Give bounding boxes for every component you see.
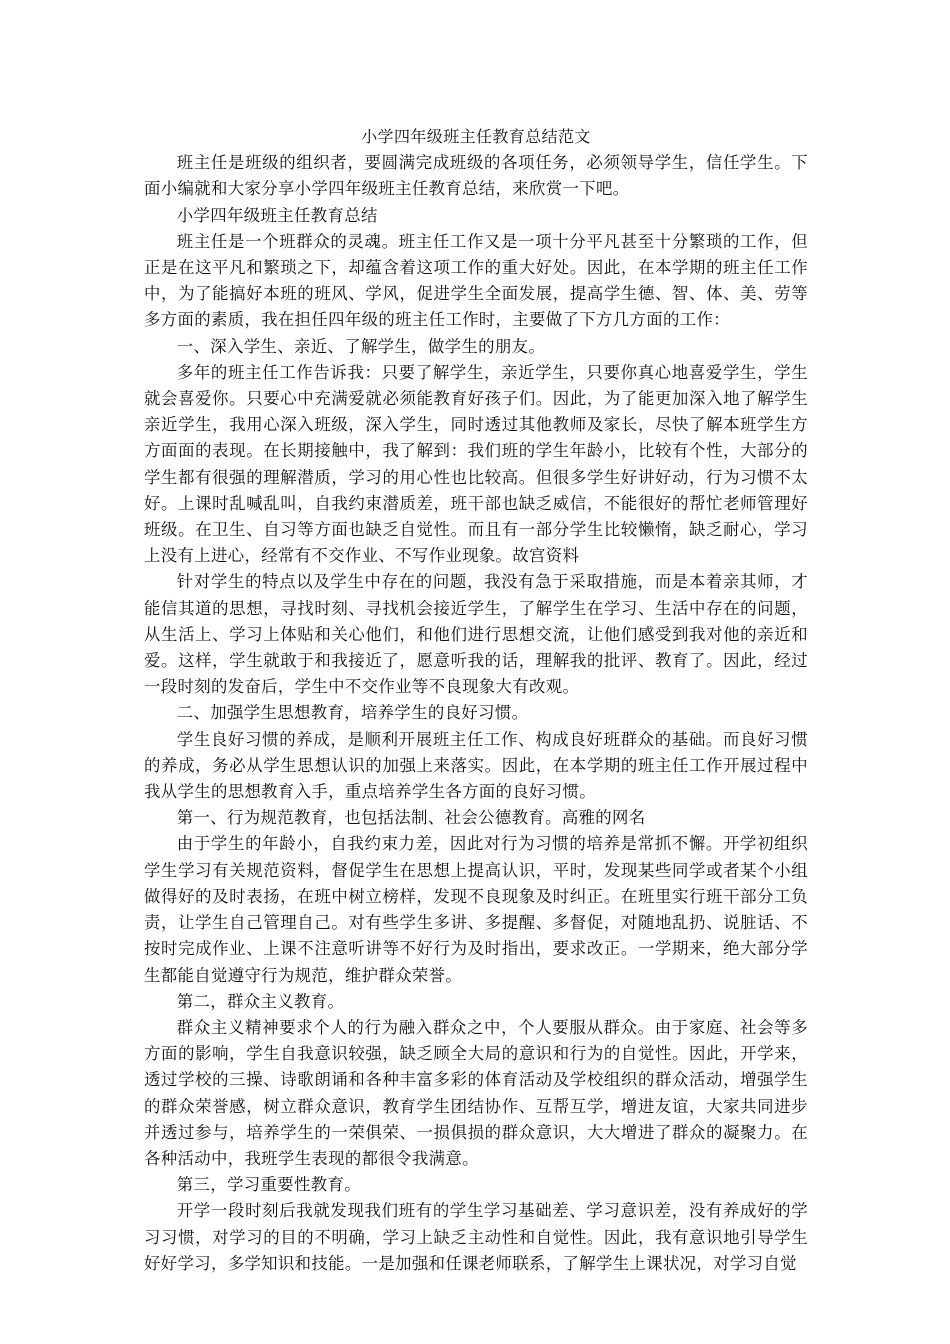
paragraph: 开学一段时刻后我就发现我们班有的学生学习基础差、学习意识差，没有养成好的学习习惯，对学习的目的不明确，学习上缺乏主动性和自觉性。因此，我有意识地引导学生好好学习，多学知识和技能。一是加强和任课老师联系，了解学生上课状况，对学习自觉 (144, 1201, 808, 1273)
section-heading: 一、深入学生、亲近、了解学生，做学生的朋友。 (176, 336, 546, 356)
section-heading: 二、加强学生思想教育，培养学生的良好习惯。 (176, 703, 529, 723)
paragraph: 群众主义精神要求个人的行为融入群众之中，个人要服从群众。由于家庭、社会等多方面的影响，学生自我意识较强，缺乏顾全大局的意识和行为的自觉性。因此，开学来，透过学校的三操、诗歌朗诵和各种丰富多彩的体育活动及学校组织的群众活动，增强学生的群众荣誉感，树立群众意识，教育学生团结协作、互帮互学，增进友谊，大家共同进步并透过参与，培养学生的一荣俱荣、一损俱损的群众意识，大大增进了群众的凝聚力。在各种活动中，我班学生表现的都很令我满意。 (144, 1017, 808, 1168)
document-title: 小学四年级班主任教育总结范文 (361, 127, 591, 146)
paragraph: 学生良好习惯的养成，是顺利开展班主任工作、构成良好班群众的基础。而良好习惯的养成，务必从学生思想认识的加强上来落实。因此，在本学期的班主任工作开展过程中我从学生的思想教育入手，重点培养学生各方面的良好习惯。 (144, 729, 808, 802)
section-heading: 第一、行为规范教育，也包括法制、社会公德教育。高雅的网名 (176, 808, 646, 828)
intro-paragraph: 班主任是班级的组织者，要圆满完成班级的各项任务，必须领导学生，信任学生。下面小编就和大家分享小学四年级班主任教育总结，来欣赏一下吧。 (144, 153, 808, 199)
section-subtitle: 小学四年级班主任教育总结 (176, 205, 378, 225)
paragraph: 多年的班主任工作告诉我：只要了解学生，亲近学生，只要你真心地喜爱学生，学生就会喜爱你。只要心中充满爱就必须能教育好孩子们。因此，为了能更加深入地了解学生亲近学生，我用心深入班级，深入学生，同时透过其他教师及家长，尽快了解本班学生方方面面的表现。在长期接触中，我了解到：我们班的学生年龄小，比较有个性，大部分的学生都有很强的理解潜质，学习的用心性也比较高。但很多学生好讲好动，行为习惯不太好。上课时乱喊乱叫，自我约束潜质差，班干部也缺乏威信，不能很好的帮忙老师管理好班级。在卫生、自习等方面也缺乏自觉性。而且有一部分学生比较懒惰，缺乏耐心，学习上没有上进心，经常有不交作业、不写作业现象。故宫资料 (144, 362, 808, 566)
paragraph: 由于学生的年龄小，自我约束力差，因此对行为习惯的培养是常抓不懈。开学初组织学生学习有关规范资料，督促学生在思想上提高认识，平时，发现某些同学或者某个小组做得好的及时表扬，在班中树立榜样，发现不良现象及时纠正。在班里实行班干部分工负责，让学生自己管理自己。对有些学生多讲、多提醒、多督促，对随地乱扔、说脏话、不按时完成作业、上课不注意听讲等不好行为及时指出，要求改正。一学期来，绝大部分学生都能自觉遵守行为规范，维护群众荣誉。 (144, 834, 808, 985)
paragraph: 针对学生的特点以及学生中存在的问题，我没有急于采取措施，而是本着亲其师，才能信其道的思想，寻找时刻、寻找机会接近学生，了解学生在学习、生活中存在的问题，从生活上、学习上体贴和关心他们，和他们进行思想交流，让他们感受到我对他的亲近和爱。这样，学生就敢于和我接近了，愿意听我的话，理解我的批评、教育了。因此，经过一段时刻的发奋后，学生中不交作业等不良现象大有改观。 (144, 572, 808, 697)
section-heading: 第二，群众主义教育。 (176, 991, 345, 1011)
section-heading: 第三，学习重要性教育。 (176, 1175, 361, 1195)
document-page (144, 124, 808, 1277)
paragraph: 班主任是一个班群众的灵魂。班主任工作又是一项十分平凡甚至十分繁琐的工作，但正是在这平凡和繁琐之下，却蕴含着这项工作的重大好处。因此，在本学期的班主任工作中，为了能搞好本班的班风、学风，促进学生全面发展，提高学生德、智、体、美、劳等多方面的素质，我在担任四年级的班主任工作时，主要做了下方几方面的工作： (144, 231, 808, 330)
